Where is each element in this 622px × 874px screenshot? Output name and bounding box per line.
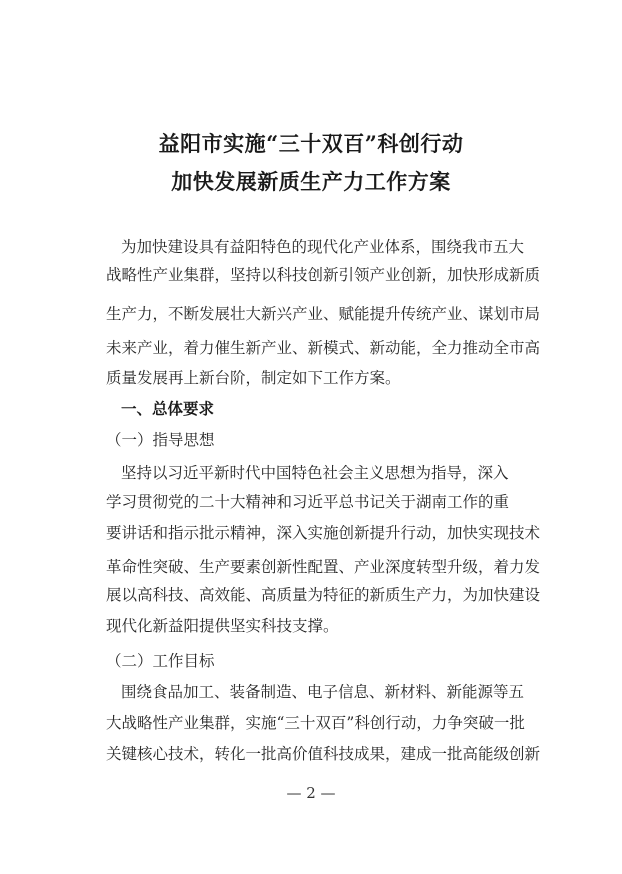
intro-line: 战略性产业集群，坚持以科技创新引领产业创新，加快形成新质 — [106, 266, 541, 284]
intro-line: 未来产业，着力催生新产业、新模式、新动能，全力推动全市高 — [106, 339, 541, 357]
guiding-line: 展以高科技、高效能、高质量为特征的新质生产力，为加快建设 — [106, 586, 541, 604]
intro-line: 质量发展再上新台阶，制定如下工作方案。 — [106, 369, 401, 387]
section-heading: 一、总体要求 — [121, 399, 215, 418]
goals-line: 关键核心技术，转化一批高价值科技成果，建成一批高能级创新 — [106, 745, 541, 763]
page-number: — 2 — — [286, 784, 336, 802]
document-title-line-1: 益阳市实施“三十双百”科创行动 — [158, 131, 464, 156]
guiding-line: 坚持以习近平新时代中国特色社会主义思想为指导，深入 — [121, 464, 509, 482]
guiding-line: 要讲话和指示批示精神，深入实施创新提升行动，加快实现技术 — [106, 524, 541, 542]
intro-line: 为加快建设具有益阳特色的现代化产业体系，围绕我市五大 — [121, 238, 525, 256]
goals-line: 大战略性产业集群，实施“三十双百”科创行动，力争突破一批 — [106, 714, 525, 732]
subsection-heading: （二）工作目标 — [106, 652, 215, 670]
document-title-line-2: 加快发展新质生产力工作方案 — [171, 169, 451, 194]
guiding-line: 学习贯彻党的二十大精神和习近平总书记关于湖南工作的重 — [106, 493, 510, 511]
subsection-heading: （一）指导思想 — [106, 431, 215, 449]
guiding-line: 现代化新益阳提供坚实科技支撑。 — [106, 617, 339, 635]
guiding-line: 革命性突破、生产要素创新性配置、产业深度转型升级，着力发 — [106, 558, 541, 576]
goals-line: 围绕食品加工、装备制造、电子信息、新材料、新能源等五 — [121, 683, 525, 701]
intro-line: 生产力，不断发展壮大新兴产业、赋能提升传统产业、谋划市局 — [106, 305, 541, 323]
